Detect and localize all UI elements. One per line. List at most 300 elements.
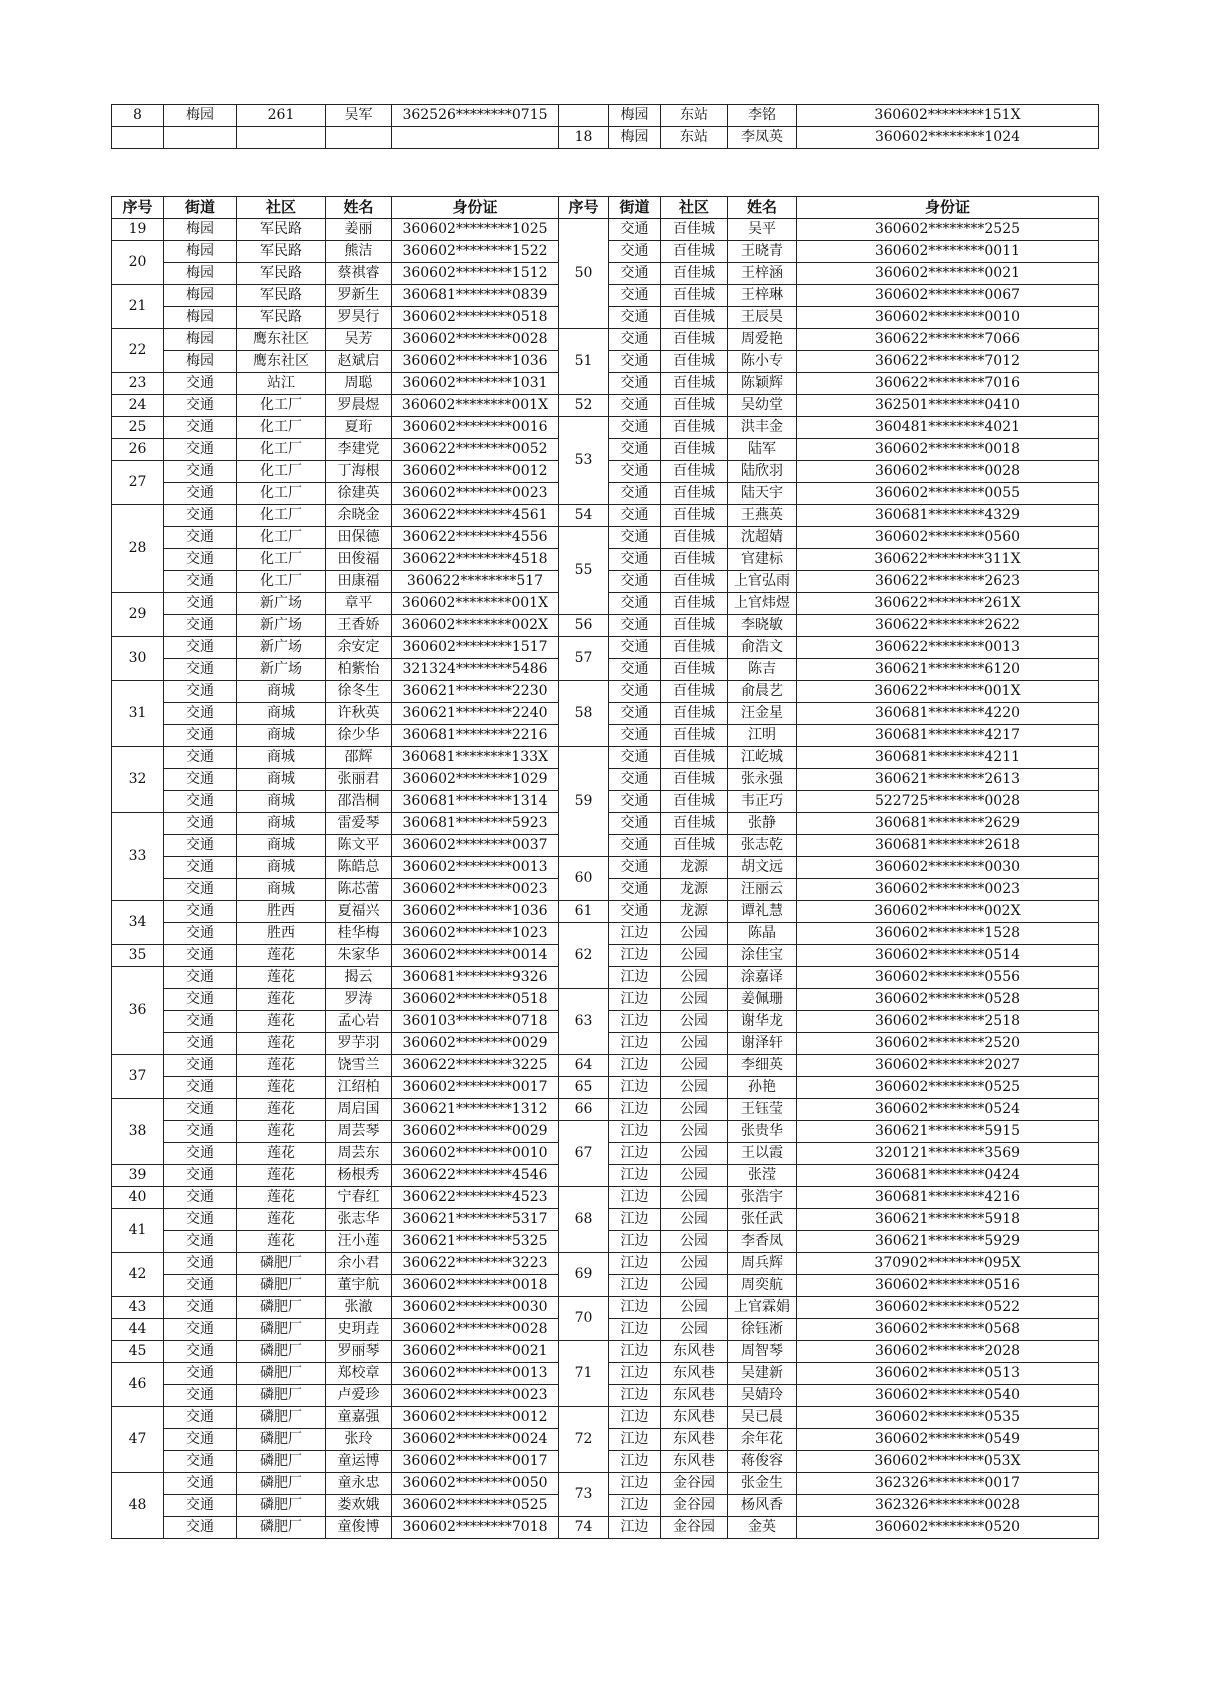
name-cell: 张金生 [728,1473,797,1495]
street-cell: 梅园 [609,105,661,127]
street-cell: 梅园 [164,307,237,329]
name-cell: 徐钰淅 [728,1319,797,1341]
street-cell: 交通 [164,417,237,439]
name-cell: 罗昊行 [326,307,392,329]
community-cell: 公园 [661,1319,728,1341]
community-cell: 磷肥厂 [237,1253,326,1275]
seq-no-cell: 29 [112,593,164,637]
street-cell: 交通 [164,1055,237,1077]
name-cell: 童嘉强 [326,1407,392,1429]
id-cell: 360481********4021 [797,417,1099,439]
street-cell: 江边 [609,1055,661,1077]
seq-no-cell: 50 [559,219,609,329]
street-cell: 交通 [609,527,661,549]
name-cell: 吴幼堂 [728,395,797,417]
table-row [112,1341,1099,1363]
id-cell: 360622********7012 [797,351,1099,373]
street-cell: 江边 [609,1275,661,1297]
table-row [112,1297,1099,1319]
name-cell: 陆军 [728,439,797,461]
seq-no-cell: 32 [112,747,164,813]
community-cell: 百佳城 [661,659,728,681]
id-cell: 360602********0023 [392,483,559,505]
seq-no-cell: 61 [559,901,609,923]
name-cell: 周兵辉 [728,1253,797,1275]
community-cell: 新广场 [237,615,326,637]
street-cell: 交通 [609,439,661,461]
seq-no-cell: 70 [559,1297,609,1341]
name-cell: 余年花 [728,1429,797,1451]
seq-no-cell: 47 [112,1407,164,1473]
id-cell: 360602********0013 [392,1363,559,1385]
name-cell: 吴婧玲 [728,1385,797,1407]
name-cell: 田俊福 [326,549,392,571]
name-cell: 吴已晨 [728,1407,797,1429]
community-cell: 百佳城 [661,835,728,857]
street-cell: 交通 [164,989,237,1011]
id-cell: 360602********0028 [392,1319,559,1341]
community-cell: 化工厂 [237,483,326,505]
id-cell: 360602********2520 [797,1033,1099,1055]
id-cell: 360602********001X [392,593,559,615]
street-cell: 交通 [164,549,237,571]
name-cell: 上官弘雨 [728,571,797,593]
name-cell: 史玥垚 [326,1319,392,1341]
id-cell: 360602********0030 [797,857,1099,879]
community-cell: 新广场 [237,593,326,615]
community-cell: 莲花 [237,1121,326,1143]
name-cell: 赵斌启 [326,351,392,373]
name-cell: 章平 [326,593,392,615]
community-cell: 公园 [661,967,728,989]
id-cell: 321324********5486 [392,659,559,681]
community-cell: 百佳城 [661,505,728,527]
header-street-left: 街道 [164,197,237,219]
seq-no-cell: 64 [559,1055,609,1077]
street-cell: 交通 [164,967,237,989]
name-cell: 陈晶 [728,923,797,945]
seq-no-cell: 31 [112,681,164,747]
street-cell: 交通 [609,901,661,923]
name-cell: 谢泽轩 [728,1033,797,1055]
name-cell: 韦正巧 [728,791,797,813]
street-cell: 交通 [609,219,661,241]
community-cell: 东风巷 [661,1451,728,1473]
seq-no-cell: 38 [112,1099,164,1165]
street-cell: 江边 [609,1033,661,1055]
name-cell: 董宇航 [326,1275,392,1297]
name-cell: 李晓敏 [728,615,797,637]
id-cell: 362501********0410 [797,395,1099,417]
community-cell: 东风巷 [661,1407,728,1429]
id-cell: 362326********0017 [797,1473,1099,1495]
seq-no-cell: 69 [559,1253,609,1297]
seq-no-cell: 65 [559,1077,609,1099]
name-cell: 王钰莹 [728,1099,797,1121]
id-cell: 360602********1036 [392,901,559,923]
table-row [112,747,1099,769]
id-cell: 360681********133X [392,747,559,769]
street-cell: 交通 [164,1341,237,1363]
community-cell: 金谷园 [661,1517,728,1539]
name-cell: 陈皓总 [326,857,392,879]
id-cell: 360622********261X [797,593,1099,615]
street-cell: 交通 [164,923,237,945]
name-cell: 娄欢娥 [326,1495,392,1517]
name-cell: 汪金星 [728,703,797,725]
name-cell: 揭云 [326,967,392,989]
name-cell: 柏紫怡 [326,659,392,681]
community-cell: 百佳城 [661,417,728,439]
seq-no-cell: 67 [559,1121,609,1187]
street-cell: 交通 [164,1253,237,1275]
id-cell: 360622********7066 [797,329,1099,351]
community-cell: 胜西 [237,923,326,945]
name-cell: 雷爱琴 [326,813,392,835]
street-cell: 交通 [164,1077,237,1099]
community-cell: 商城 [237,813,326,835]
id-cell: 360602********0520 [797,1517,1099,1539]
street-cell: 交通 [609,307,661,329]
name-cell: 张丽君 [326,769,392,791]
seq-no-cell: 33 [112,813,164,901]
seq-no-cell: 30 [112,637,164,681]
name-cell: 罗晨煜 [326,395,392,417]
name-cell: 陈吉 [728,659,797,681]
id-cell: 360602********0540 [797,1385,1099,1407]
name-cell: 田保德 [326,527,392,549]
id-cell: 360602********0028 [392,329,559,351]
community-cell: 化工厂 [237,461,326,483]
community-cell: 百佳城 [661,703,728,725]
street-cell: 交通 [164,703,237,725]
id-cell: 360621********5325 [392,1231,559,1253]
id-cell: 360602********0030 [392,1297,559,1319]
community-cell: 百佳城 [661,813,728,835]
street-cell: 交通 [164,483,237,505]
name-cell: 姜佩珊 [728,989,797,1011]
community-cell: 商城 [237,879,326,901]
street-cell: 交通 [164,1473,237,1495]
id-cell: 360602********0525 [392,1495,559,1517]
id-cell: 360622********001X [797,681,1099,703]
id-cell: 360602********0021 [392,1341,559,1363]
street-cell: 江边 [609,1121,661,1143]
community-cell: 百佳城 [661,329,728,351]
community-cell: 商城 [237,857,326,879]
name-cell: 洪丰金 [728,417,797,439]
table-row [112,395,1099,417]
name-cell: 谢华龙 [728,1011,797,1033]
name-cell: 杨风香 [728,1495,797,1517]
name-cell: 王辰昊 [728,307,797,329]
seq-no-cell: 54 [559,505,609,527]
street-cell: 交通 [164,1319,237,1341]
community-cell: 公园 [661,1143,728,1165]
id-cell: 360622********3225 [392,1055,559,1077]
street-cell: 交通 [164,1011,237,1033]
seq-no-cell: 48 [112,1473,164,1539]
table-row [112,1517,1099,1539]
street-cell: 江边 [609,1407,661,1429]
name-cell: 杨根秀 [326,1165,392,1187]
street-cell: 交通 [164,901,237,923]
name-cell: 王梓琳 [728,285,797,307]
street-cell: 江边 [609,1297,661,1319]
street-cell: 交通 [609,571,661,593]
seq-no-cell [559,105,609,127]
table-row [112,127,1099,149]
street-cell: 交通 [609,593,661,615]
id-cell: 360681********0424 [797,1165,1099,1187]
street-cell: 江边 [609,923,661,945]
street-cell: 交通 [164,1495,237,1517]
street-cell: 交通 [609,285,661,307]
id-cell: 360621********6120 [797,659,1099,681]
id-cell: 360602********0012 [392,1407,559,1429]
name-cell: 周爱艳 [728,329,797,351]
name-cell: 李建党 [326,439,392,461]
id-cell: 360681********4220 [797,703,1099,725]
street-cell: 江边 [609,1077,661,1099]
community-cell: 磷肥厂 [237,1297,326,1319]
header-community-right: 社区 [661,197,728,219]
seq-no-cell: 23 [112,373,164,395]
seq-no-cell: 51 [559,329,609,395]
id-cell: 360681********5923 [392,813,559,835]
street-cell: 交通 [164,659,237,681]
id-cell: 360602********1522 [392,241,559,263]
seq-no-cell: 28 [112,505,164,593]
id-cell: 360622********7016 [797,373,1099,395]
community-cell: 化工厂 [237,571,326,593]
community-cell: 百佳城 [661,791,728,813]
street-cell: 交通 [164,769,237,791]
seq-no-cell: 24 [112,395,164,417]
community-cell: 莲花 [237,967,326,989]
id-cell: 360681********4217 [797,725,1099,747]
name-cell: 周芸琴 [326,1121,392,1143]
community-cell: 磷肥厂 [237,1341,326,1363]
street-cell: 江边 [609,1187,661,1209]
community-cell: 莲花 [237,1209,326,1231]
seq-no-cell: 27 [112,461,164,505]
id-cell: 522725********0028 [797,791,1099,813]
id-cell: 362326********0028 [797,1495,1099,1517]
name-cell: 蒋俊容 [728,1451,797,1473]
seq-no-cell: 71 [559,1341,609,1407]
name-cell: 邵浩桐 [326,791,392,813]
name-cell [326,127,392,149]
community-cell: 公园 [661,1297,728,1319]
seq-no-cell: 62 [559,923,609,989]
seq-no-cell: 45 [112,1341,164,1363]
street-cell: 交通 [609,483,661,505]
community-cell: 化工厂 [237,549,326,571]
community-cell: 化工厂 [237,527,326,549]
name-cell: 丁海根 [326,461,392,483]
street-cell: 江边 [609,1253,661,1275]
community-cell: 东风巷 [661,1385,728,1407]
id-cell: 360602********0023 [392,879,559,901]
community-cell: 百佳城 [661,461,728,483]
community-cell: 军民路 [237,219,326,241]
community-cell: 商城 [237,791,326,813]
id-cell: 360622********4561 [392,505,559,527]
seq-no-cell: 8 [112,105,164,127]
community-cell: 东站 [661,127,728,149]
street-cell: 江边 [609,1143,661,1165]
name-cell: 罗涛 [326,989,392,1011]
community-cell: 莲花 [237,945,326,967]
street-cell: 梅园 [164,219,237,241]
id-cell: 360602********053X [797,1451,1099,1473]
name-cell: 张贵华 [728,1121,797,1143]
street-cell: 交通 [164,747,237,769]
name-cell: 许秋英 [326,703,392,725]
community-cell: 磷肥厂 [237,1275,326,1297]
id-cell: 360621********5915 [797,1121,1099,1143]
community-cell: 军民路 [237,241,326,263]
id-cell: 360602********0067 [797,285,1099,307]
seq-no-cell: 37 [112,1055,164,1099]
table-row [112,681,1099,703]
name-cell: 沈超婧 [728,527,797,549]
street-cell: 江边 [609,1385,661,1407]
seq-no-cell: 59 [559,747,609,857]
community-cell: 百佳城 [661,571,728,593]
header-name-right: 姓名 [728,197,797,219]
street-cell: 交通 [164,1429,237,1451]
community-cell: 鹰东社区 [237,329,326,351]
name-cell: 周智琴 [728,1341,797,1363]
street-cell: 交通 [609,461,661,483]
street-cell: 交通 [609,329,661,351]
community-cell: 磷肥厂 [237,1407,326,1429]
community-cell: 军民路 [237,307,326,329]
community-cell: 商城 [237,835,326,857]
table-row [112,1099,1099,1121]
community-cell: 化工厂 [237,417,326,439]
community-cell: 公园 [661,1209,728,1231]
street-cell: 交通 [164,637,237,659]
id-cell: 360602********0023 [392,1385,559,1407]
id-cell: 360602********0010 [392,1143,559,1165]
name-cell: 王以霞 [728,1143,797,1165]
name-cell: 官建标 [728,549,797,571]
community-cell: 公园 [661,989,728,1011]
name-cell: 陆欣羽 [728,461,797,483]
id-cell: 360621********2240 [392,703,559,725]
street-cell: 交通 [164,1099,237,1121]
id-cell: 360602********0050 [392,1473,559,1495]
community-cell: 公园 [661,923,728,945]
seq-no-cell: 34 [112,901,164,945]
community-cell: 百佳城 [661,637,728,659]
header-community-left: 社区 [237,197,326,219]
name-cell: 江明 [728,725,797,747]
name-cell: 吴平 [728,219,797,241]
name-cell: 陈文平 [326,835,392,857]
name-cell: 罗芋羽 [326,1033,392,1055]
id-cell: 360602********0037 [392,835,559,857]
id-cell: 360602********0528 [797,989,1099,1011]
id-cell: 360602********0549 [797,1429,1099,1451]
street-cell: 交通 [164,681,237,703]
name-cell: 罗新生 [326,285,392,307]
header-no-left: 序号 [112,197,164,219]
id-cell: 360622********0013 [797,637,1099,659]
name-cell: 汪丽云 [728,879,797,901]
street-cell: 交通 [164,1033,237,1055]
community-cell: 商城 [237,725,326,747]
street-cell: 交通 [609,241,661,263]
name-cell: 吴军 [326,105,392,127]
name-cell: 张任武 [728,1209,797,1231]
id-cell: 360602********0016 [392,417,559,439]
table-row [112,857,1099,879]
community-cell: 龙源 [661,901,728,923]
community-cell: 鹰东社区 [237,351,326,373]
community-cell: 莲花 [237,1165,326,1187]
seq-no-cell: 22 [112,329,164,373]
name-cell: 谭礼慧 [728,901,797,923]
community-cell: 磷肥厂 [237,1495,326,1517]
name-cell: 郑校章 [326,1363,392,1385]
community-cell: 磷肥厂 [237,1385,326,1407]
community-cell: 莲花 [237,1231,326,1253]
name-cell: 金英 [728,1517,797,1539]
community-cell: 莲花 [237,1187,326,1209]
header-no-right: 序号 [559,197,609,219]
id-cell: 360621********5918 [797,1209,1099,1231]
name-cell: 蔡祺睿 [326,263,392,285]
id-cell: 360602********0013 [392,857,559,879]
id-cell: 360622********4523 [392,1187,559,1209]
id-cell: 360602********002X [797,901,1099,923]
community-cell: 龙源 [661,857,728,879]
street-cell: 交通 [164,461,237,483]
name-cell: 周奕航 [728,1275,797,1297]
table-row [112,615,1099,637]
street-cell [164,127,237,149]
table-row [112,1253,1099,1275]
street-cell: 梅园 [164,263,237,285]
community-cell: 百佳城 [661,373,728,395]
id-cell: 360602********1031 [392,373,559,395]
id-cell: 360103********0718 [392,1011,559,1033]
id-cell: 360622********2623 [797,571,1099,593]
id-cell: 360602********0568 [797,1319,1099,1341]
community-cell: 莲花 [237,1033,326,1055]
id-cell: 360602********0021 [797,263,1099,285]
community-cell: 百佳城 [661,527,728,549]
community-cell: 百佳城 [661,615,728,637]
id-cell [392,127,559,149]
id-cell: 360681********2216 [392,725,559,747]
id-cell: 360602********0522 [797,1297,1099,1319]
community-cell: 261 [237,105,326,127]
id-cell: 360602********1024 [797,127,1099,149]
name-cell: 张滢 [728,1165,797,1187]
community-cell: 商城 [237,681,326,703]
name-cell: 俞晨艺 [728,681,797,703]
id-cell: 360602********0524 [797,1099,1099,1121]
community-cell: 莲花 [237,1099,326,1121]
id-cell: 360602********1025 [392,219,559,241]
table-row [112,219,1099,241]
street-cell: 交通 [164,1165,237,1187]
